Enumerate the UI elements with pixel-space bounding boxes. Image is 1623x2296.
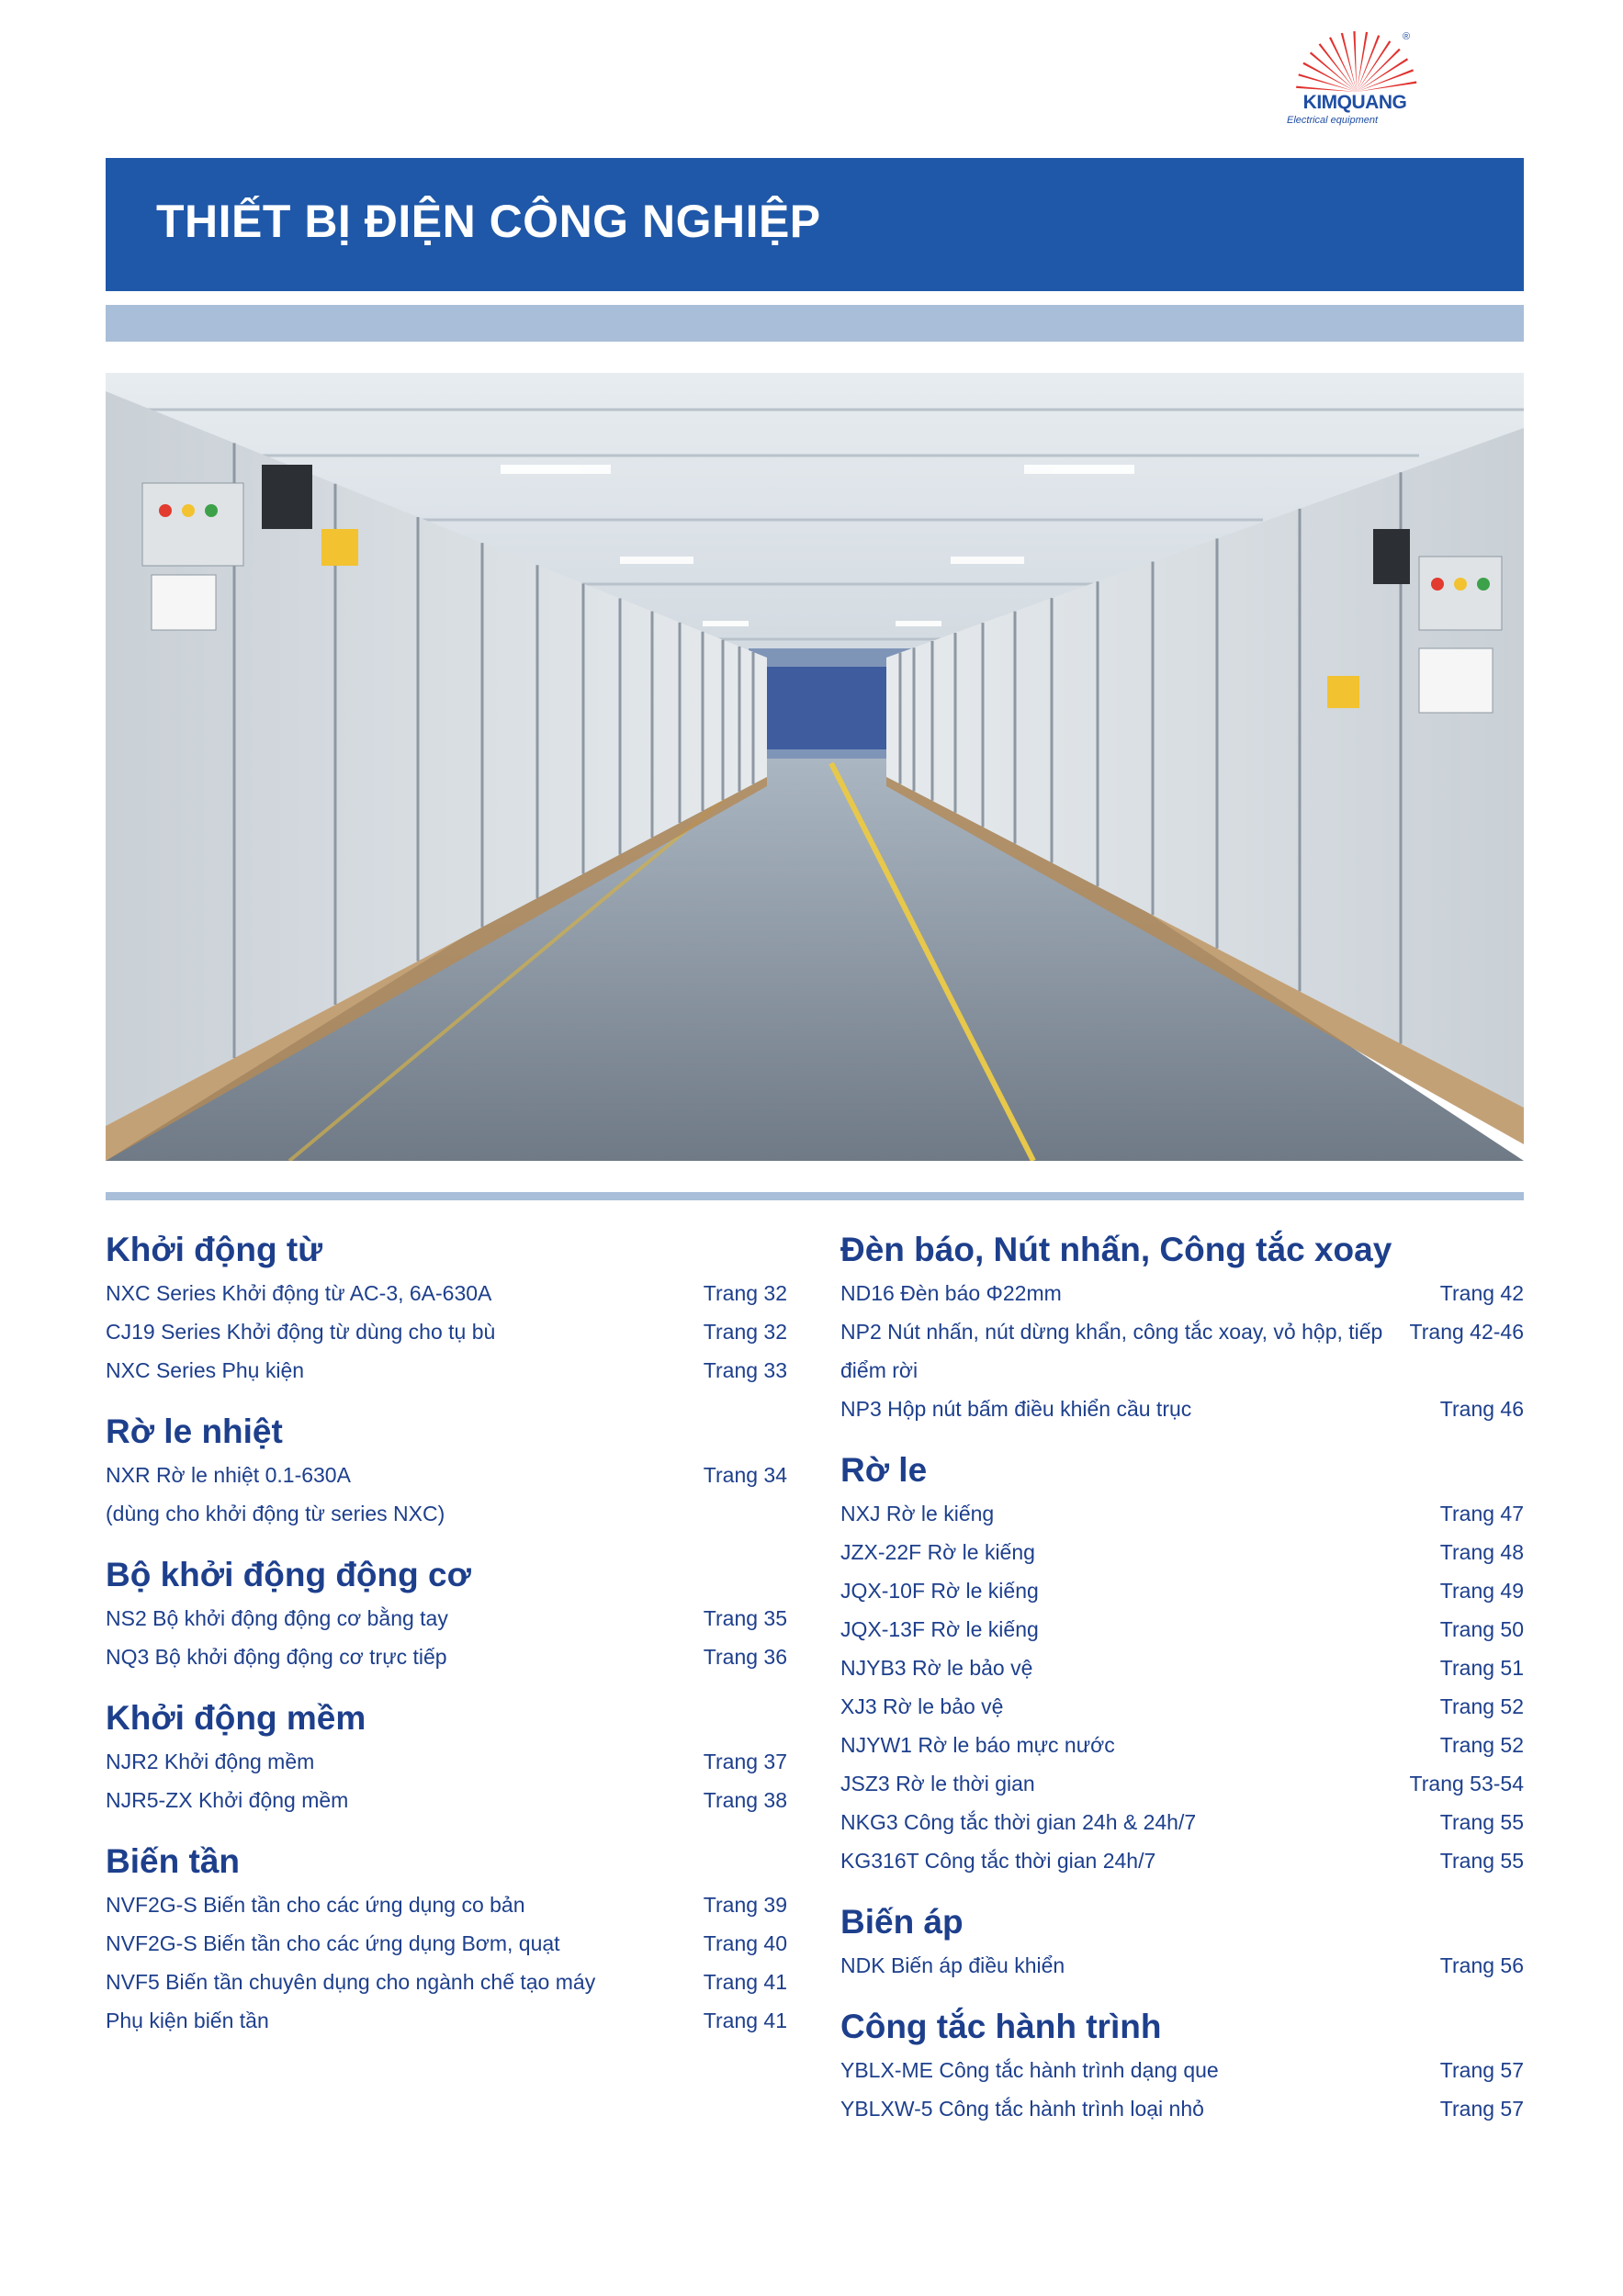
toc-entry-page: Trang 52 — [1439, 1733, 1524, 1757]
sunburst-logo-icon — [1292, 28, 1421, 94]
toc-entry-page: Trang 48 — [1439, 1540, 1524, 1564]
toc-section-den-bao-nut-nhan-cong-tac-xoay — [840, 1226, 1524, 1428]
toc-entry — [840, 1649, 1524, 1687]
toc-entry-title: NJR5-ZX Khởi động mềm — [106, 1788, 349, 1812]
toc-section-ro-le-nhiet — [106, 1408, 787, 1533]
toc-entry-title: NS2 Bộ khởi động động cơ bằng tay — [106, 1606, 448, 1630]
registered-mark: ® — [1403, 31, 1411, 42]
toc-section-bo-khoi-dong-dong-co — [106, 1551, 787, 1676]
toc-entry-title: NDK Biến áp điều khiển — [840, 1953, 1065, 1977]
divider-strip-top — [106, 305, 1524, 342]
toc-entry-page: Trang 56 — [1439, 1953, 1524, 1977]
toc-entry-page: Trang 34 — [703, 1463, 787, 1487]
toc-entry-title: NVF2G-S Biến tần cho các ứng dụng co bản — [106, 1893, 525, 1917]
toc-entry — [840, 1533, 1524, 1571]
toc-entry-title: JQX-13F Rờ le kiếng — [840, 1617, 1039, 1641]
toc-entry-page: Trang 32 — [703, 1281, 787, 1305]
toc-section-bien-tan — [106, 1838, 787, 2040]
toc-entry-page: Trang 41 — [703, 2009, 787, 2032]
toc-entry-title: NVF5 Biến tần chuyên dụng cho ngành chế tạo máy — [106, 1970, 596, 1994]
toc-entry — [106, 1781, 787, 1819]
toc-entry-title: NVF2G-S Biến tần cho các ứng dụng Bơm, quạt — [106, 1931, 560, 1955]
page-title: THIẾT BỊ ĐIỆN CÔNG NGHIỆP — [156, 196, 821, 247]
toc-entry-title: YBLX-ME Công tắc hành trình dạng que — [840, 2058, 1219, 2082]
toc-entry — [106, 1494, 787, 1533]
toc-section-bien-ap — [840, 1898, 1524, 1985]
toc-entry-title: NXJ Rờ le kiếng — [840, 1502, 995, 1525]
brand-name: KIMQUANG — [1302, 92, 1407, 113]
toc-entry — [840, 1946, 1524, 1985]
toc-entry-title: KG316T Công tắc thời gian 24h/7 — [840, 1849, 1156, 1873]
toc-entry-page: Trang 39 — [703, 1893, 787, 1917]
toc-entry-page: Trang 46 — [1439, 1397, 1524, 1421]
toc-entry-page: Trang 57 — [1439, 2097, 1524, 2121]
toc-entry-page: Trang 52 — [1439, 1694, 1524, 1718]
toc-entry-page: Trang 41 — [703, 1970, 787, 1994]
toc-entry-page: Trang 38 — [703, 1788, 787, 1812]
toc-entry-title: CJ19 Series Khởi động từ dùng cho tụ bù — [106, 1320, 496, 1344]
toc-entry-page: Trang 42-46 — [1409, 1320, 1524, 1344]
toc-entry-title: NJYW1 Rờ le báo mực nước — [840, 1733, 1115, 1757]
switchgear-hall-image — [106, 373, 1524, 1161]
toc-entry — [840, 2051, 1524, 2089]
toc-entry — [840, 2089, 1524, 2128]
toc-entry-title: JQX-10F Rờ le kiếng — [840, 1579, 1039, 1603]
section-heading: Rờ le — [840, 1451, 928, 1489]
toc-entry-title: YBLXW-5 Công tắc hành trình loại nhỏ — [840, 2097, 1204, 2121]
toc-entry-title: (dùng cho khởi động từ series NXC) — [106, 1502, 445, 1525]
brand-tagline: Electrical equipment — [1287, 115, 1379, 126]
toc-entry-page: Trang 36 — [703, 1645, 787, 1669]
toc-entry-page: Trang 32 — [703, 1320, 787, 1344]
toc-entry-page: Trang 50 — [1439, 1617, 1524, 1641]
toc-entry-page: Trang 57 — [1439, 2058, 1524, 2082]
toc-right-column — [840, 1226, 1524, 2128]
toc-entry — [840, 1274, 1524, 1312]
toc-entry — [106, 1456, 787, 1494]
divider-strip-bottom — [106, 1192, 1524, 1200]
toc-entry — [840, 1726, 1524, 1764]
toc-entry — [106, 1351, 787, 1390]
toc-entry-title: NP2 Nút nhấn, nút dừng khẩn, công tắc xoay, vỏ hộp, tiếp điểm rời — [840, 1320, 1383, 1382]
toc-entry-page: Trang 51 — [1439, 1656, 1524, 1680]
section-heading: Rờ le nhiệt — [106, 1412, 283, 1450]
toc-entry — [106, 1742, 787, 1781]
toc-entry — [106, 1638, 787, 1676]
header-band — [106, 158, 1524, 291]
toc-entry-title: NXC Series Phụ kiện — [106, 1358, 305, 1382]
section-heading: Khởi động mềm — [106, 1699, 366, 1737]
toc-entry — [840, 1687, 1524, 1726]
toc-entry — [106, 1924, 787, 1963]
toc-entry-title: JSZ3 Rờ le thời gian — [840, 1772, 1035, 1795]
toc-entry — [106, 1885, 787, 1924]
toc-entry-title: NQ3 Bộ khởi động động cơ trực tiếp — [106, 1645, 447, 1669]
section-heading: Công tắc hành trình — [840, 2008, 1162, 2045]
brand-logo — [1281, 28, 1437, 133]
toc-entry — [840, 1571, 1524, 1610]
toc-entry-title: NP3 Hộp nút bấm điều khiển cầu trục — [840, 1397, 1192, 1421]
toc-entry-page: Trang 40 — [703, 1931, 787, 1955]
toc-entry-title: Phụ kiện biến tần — [106, 2009, 269, 2032]
toc-entry-title: XJ3 Rờ le bảo vệ — [840, 1694, 1004, 1718]
toc-section-cong-tac-hanh-trinh — [840, 2003, 1524, 2128]
toc-entry — [106, 1274, 787, 1312]
toc-section-khoi-dong-tu — [106, 1226, 787, 1390]
toc-entry — [106, 1599, 787, 1638]
toc-entry — [106, 2001, 787, 2040]
section-heading: Khởi động từ — [106, 1231, 322, 1268]
toc-entry-page: Trang 47 — [1439, 1502, 1524, 1525]
section-heading: Đèn báo, Nút nhấn, Công tắc xoay — [840, 1231, 1392, 1268]
toc-left-column — [106, 1226, 787, 2040]
toc-entry — [106, 1963, 787, 2001]
toc-section-ro-le — [840, 1446, 1524, 1880]
toc-entry-title: NXC Series Khởi động từ AC-3, 6A-630A — [106, 1281, 492, 1305]
toc-entry — [840, 1610, 1524, 1649]
toc-entry-page: Trang 49 — [1439, 1579, 1524, 1603]
toc-entry-page: Trang 42 — [1439, 1281, 1524, 1305]
toc-entry-title: ND16 Đèn báo Φ22mm — [840, 1281, 1062, 1305]
hero-photo — [106, 373, 1524, 1161]
toc-entry-page: Trang 33 — [703, 1358, 787, 1382]
toc-entry-page: Trang 37 — [703, 1750, 787, 1773]
toc-entry — [840, 1312, 1524, 1390]
toc-entry-page: Trang 35 — [703, 1606, 787, 1630]
toc-entry-page: Trang 55 — [1439, 1810, 1524, 1834]
section-heading: Biến tần — [106, 1842, 240, 1880]
toc-entry — [106, 1312, 787, 1351]
toc-entry-title: NJR2 Khởi động mềm — [106, 1750, 315, 1773]
toc-entry-title: NXR Rờ le nhiệt 0.1-630A — [106, 1463, 351, 1487]
toc-entry — [840, 1764, 1524, 1803]
toc-section-khoi-dong-mem — [106, 1694, 787, 1819]
toc-entry-title: NJYB3 Rờ le bảo vệ — [840, 1656, 1033, 1680]
section-heading: Biến áp — [840, 1903, 964, 1941]
toc-entry-page: Trang 53-54 — [1409, 1772, 1524, 1795]
toc-entry-page: Trang 55 — [1439, 1849, 1524, 1873]
toc-entry — [840, 1841, 1524, 1880]
toc-entry — [840, 1803, 1524, 1841]
section-heading: Bộ khởi động động cơ — [106, 1556, 471, 1593]
toc-entry-title: NKG3 Công tắc thời gian 24h & 24h/7 — [840, 1810, 1197, 1834]
toc-entry — [840, 1494, 1524, 1533]
toc-entry-title: JZX-22F Rờ le kiếng — [840, 1540, 1035, 1564]
toc-entry — [840, 1390, 1524, 1428]
